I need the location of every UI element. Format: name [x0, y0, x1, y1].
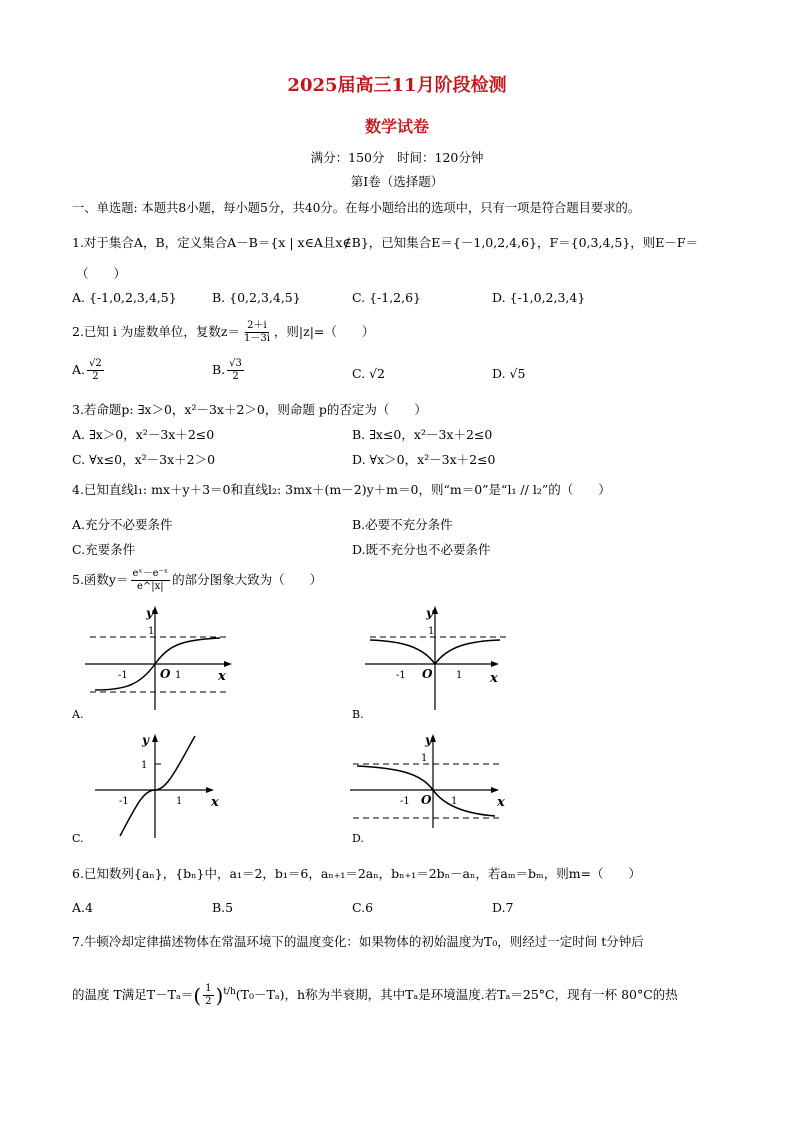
q5-fraction-num: eˣ－e⁻ˣ: [132, 568, 169, 579]
q3-option-a[interactable]: A. ∃x＞0，x²－3x＋2≤0: [72, 427, 215, 442]
q1-option-d[interactable]: D. {-1,0,2,3,4}: [492, 290, 586, 305]
q3-option-c[interactable]: C. ∀x≤0，x²－3x＋2＞0: [72, 452, 216, 467]
exam-meta: 满分：150分 时间：120分钟: [310, 150, 484, 165]
q2-option-b-den: 2: [232, 371, 239, 382]
graph-a-x-label: x: [218, 669, 226, 684]
graph-b-neg-one-label: -1: [396, 670, 406, 681]
q5-fraction: [131, 568, 171, 593]
graph-b-pos-one-label: 1: [456, 670, 463, 681]
q6-option-b[interactable]: B.5: [212, 900, 234, 915]
volume-label: 第Ⅰ卷（选择题）: [350, 174, 444, 189]
exam-subtitle: 数学试卷: [364, 117, 429, 136]
graph-b-curve-right: [435, 640, 500, 664]
graph-b-option-label[interactable]: B.: [352, 708, 364, 721]
q2-stem: [72, 317, 374, 347]
q7-half-num: 1: [205, 983, 212, 995]
exam-title: 2025届高三11月阶段检测: [287, 75, 507, 96]
graph-d-neg-one-label: -1: [400, 796, 410, 807]
graph-d-one-label: 1: [421, 753, 428, 764]
graph-c-pos-one-label: 1: [176, 796, 183, 807]
q2-option-b-fraction: [227, 358, 244, 383]
graph-d-origin-label: O: [421, 793, 432, 807]
q4-option-d[interactable]: D.既不充分也不必要条件: [352, 542, 491, 557]
graph-b-x-label: x: [490, 671, 498, 686]
graph-c-option-label[interactable]: C.: [72, 832, 84, 845]
graph-b-x-arrow: [491, 661, 499, 667]
q7-half-den: 2: [205, 996, 212, 1008]
q2-stem-b: ，则|z|=（ ）: [273, 324, 375, 339]
q7-exponent: t/h: [223, 987, 236, 997]
graph-c-x-label: x: [211, 795, 219, 810]
graph-a-x-arrow: [224, 661, 232, 667]
q7-half-fraction: [203, 983, 213, 1008]
graph-a-origin-label: O: [160, 667, 171, 681]
q2-option-b-num: √3: [229, 358, 242, 369]
q2-option-a-den: 2: [92, 371, 99, 382]
q6-option-c[interactable]: C.6: [352, 900, 374, 915]
q5-fraction-den: e^|x|: [136, 581, 164, 592]
q6-stem: 6.已知数列{aₙ}，{bₙ}中，a₁＝2，b₁＝6，aₙ₊₁＝2aₙ，bₙ₊₁＝2bₙ－aₙ，若aₘ＝bₘ，则m=（ ）: [72, 866, 642, 881]
graph-a-y-label: y: [146, 606, 153, 620]
q7-line1: 7.牛顿冷却定律描述物体在常温环境下的温度变化：如果物体的初始温度为T₀，则经过一定时间 t分钟后: [72, 934, 644, 949]
q5-stem: [72, 565, 322, 595]
q7-line2: [72, 975, 678, 1013]
graph-d-x-label: x: [497, 795, 505, 810]
q4-stem: 4.已知直线l₁: mx＋y＋3＝0和直线l₂: 3mx＋(m－2)y＋m＝0，则“m＝0”是“l₁ // l₂”的（ ）: [72, 482, 611, 497]
q7-right-paren: ): [215, 983, 224, 1008]
q2-option-c-value: √2: [369, 366, 385, 381]
q2-fraction-num: 2＋i: [247, 320, 267, 331]
q3-option-d[interactable]: D. ∀x＞0，x²－3x＋2≤0: [352, 452, 496, 467]
q2-option-a-num: √2: [89, 358, 102, 369]
graph-a[interactable]: [80, 600, 240, 710]
graph-a-neg-one-label: -1: [118, 670, 128, 681]
q2-option-a[interactable]: [72, 355, 106, 385]
graph-d[interactable]: [345, 728, 510, 828]
graph-d-pos-one-label: 1: [451, 796, 458, 807]
q4-option-a[interactable]: A.充分不必要条件: [72, 517, 173, 532]
q1-stem: 1.对于集合A，B，定义集合A－B＝{x | x∈A且x∉B}，已知集合E＝{－1,0,2,4,6}，F＝{0,3,4,5}，则E－F＝: [72, 235, 699, 250]
q6-option-a[interactable]: A.4: [72, 900, 93, 915]
q1-option-a[interactable]: A. {-1,0,2,3,4,5}: [72, 290, 177, 305]
q1-option-b[interactable]: B. {0,2,3,4,5}: [212, 290, 301, 305]
q2-fraction-den: 1－3i: [243, 333, 270, 344]
graph-b-origin-label: O: [422, 667, 433, 681]
graph-b-curve-left: [370, 640, 435, 664]
q2-stem-a: 2.已知 i 为虚数单位，复数z＝: [72, 324, 240, 339]
q2-option-a-label: A.: [72, 362, 86, 377]
q2-option-d-value: √5: [509, 366, 526, 381]
q5-stem-b: 的部分图象大致为（ ）: [172, 572, 323, 587]
section-heading: 一、单选题: 本题共8小题，每小题5分，共40分。在每小题给出的选项中，只有一项是符合题目要求的。: [72, 201, 641, 215]
q2-option-d[interactable]: [492, 366, 525, 381]
q2-option-b[interactable]: [212, 355, 246, 385]
q2-option-d-label: D.: [492, 366, 506, 381]
q2-fraction: [242, 320, 272, 345]
q4-option-c[interactable]: C.充要条件: [72, 542, 136, 557]
graph-d-y-label: y: [425, 733, 432, 747]
q2-option-c[interactable]: [352, 366, 385, 381]
graph-c-y-label: y: [142, 733, 149, 747]
graph-c[interactable]: [85, 728, 235, 838]
graph-a-pos-one-label: 1: [175, 670, 182, 681]
graph-d-option-label[interactable]: D.: [352, 832, 364, 845]
q7-line2-a: 的温度 T满足T－Tₐ＝: [72, 987, 194, 1003]
q3-option-b[interactable]: B. ∃x≤0，x²－3x＋2≤0: [352, 427, 493, 442]
graph-c-y-arrow: [152, 734, 158, 742]
q6-option-d[interactable]: D.7: [492, 900, 514, 915]
q5-stem-a: 5.函数y＝: [72, 572, 129, 587]
graph-a-one-label: 1: [148, 626, 155, 637]
q7-left-paren: (: [193, 983, 202, 1008]
q2-option-b-label: B.: [212, 362, 226, 377]
graph-c-curve: [120, 736, 195, 836]
q1-paren: （ ）: [76, 266, 127, 281]
graph-a-option-label[interactable]: A.: [72, 708, 84, 721]
graph-b[interactable]: [360, 600, 520, 710]
q7-line2-b: (T₀－Tₐ)，h称为半衰期，其中Tₐ是环境温度.若Tₐ＝25°C，现有一杯 80°C的热: [235, 987, 678, 1003]
graph-c-x-arrow: [206, 787, 214, 793]
graph-d-curve: [357, 766, 495, 816]
graph-b-one-label: 1: [428, 626, 435, 637]
q2-option-a-fraction: [87, 358, 104, 383]
graph-b-y-label: y: [426, 606, 433, 620]
q4-option-b[interactable]: B.必要不充分条件: [352, 517, 453, 532]
q1-option-c[interactable]: C. {-1,2,6}: [352, 290, 422, 305]
graph-c-neg-one-label: -1: [119, 796, 129, 807]
q3-stem: 3.若命题p: ∃x＞0，x²－3x＋2＞0，则命题 p的否定为（ ）: [72, 402, 427, 417]
graph-d-x-arrow: [491, 787, 499, 793]
graph-c-one-label: 1: [141, 760, 148, 771]
q2-option-c-label: C.: [352, 366, 366, 381]
